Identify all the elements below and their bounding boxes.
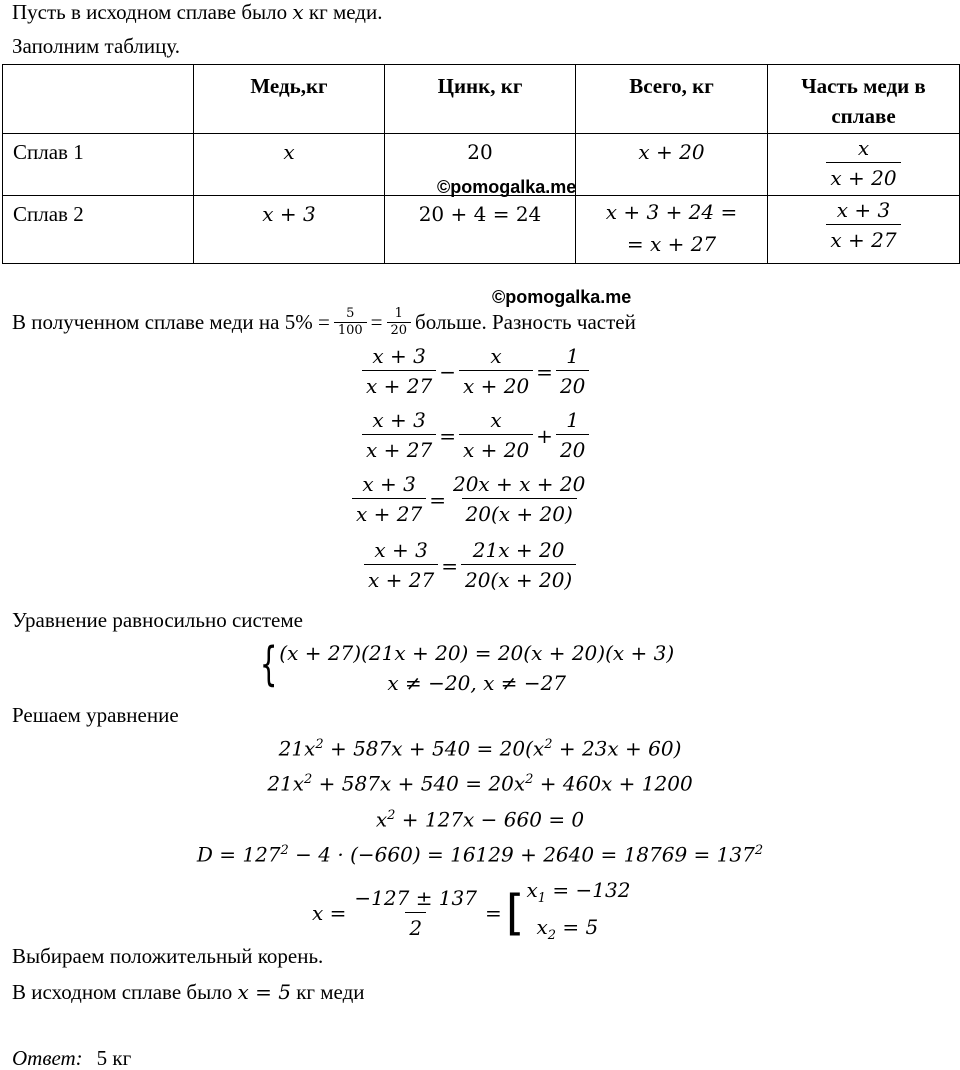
- answer-line: [12, 1048, 131, 1069]
- cell-zinc: 20: [385, 134, 576, 196]
- fraction-5-100: [334, 306, 367, 339]
- system-text: Уравнение равносильно системе: [12, 608, 303, 632]
- denominator: x + 27: [362, 434, 436, 465]
- denominator: 2: [405, 912, 426, 943]
- denominator: 20: [556, 434, 589, 465]
- equation-1: [362, 342, 589, 401]
- header-copper: Медь,кг: [194, 65, 385, 134]
- system-lines: [279, 638, 674, 698]
- fraction: [826, 196, 900, 255]
- operator: −: [439, 359, 456, 384]
- total-line-1: x + 20: [638, 140, 705, 164]
- numerator: x: [490, 408, 502, 432]
- intro-text-b: кг меди.: [303, 0, 383, 24]
- exponent: 2: [754, 843, 764, 858]
- intro-line-1: [12, 2, 382, 23]
- numerator: x: [857, 136, 870, 160]
- operator: =: [536, 359, 553, 384]
- percent-text-a: В полученном сплаве меди на 5% =: [12, 310, 330, 334]
- total-line-1: x + 3 + 24 =: [605, 200, 738, 224]
- denominator: x + 27: [352, 498, 426, 529]
- fraction-1-20: [387, 306, 412, 339]
- root-2: $x_2 = 5$: [536, 915, 599, 943]
- alloy-table: [2, 64, 960, 264]
- header-copper-part: Часть меди в сплаве: [768, 65, 960, 134]
- operator: =: [441, 553, 458, 578]
- system: [254, 638, 674, 698]
- numerator: 1: [394, 306, 403, 321]
- header-empty: [3, 65, 194, 134]
- exponent: 2: [304, 772, 313, 787]
- result-value: x = 5: [237, 980, 291, 1004]
- intro-line-2: Заполним таблицу.: [12, 34, 181, 58]
- operator: +: [536, 423, 553, 448]
- cell-total: [576, 134, 768, 196]
- fraction: [459, 406, 533, 465]
- exponent: 2: [387, 808, 396, 823]
- cell-copper: x: [194, 134, 385, 196]
- header-zinc: Цинк, кг: [385, 65, 576, 134]
- system-line-2: x ≠ −20, x ≠ −27: [387, 671, 567, 695]
- fraction: [364, 536, 438, 595]
- denominator: 20: [387, 322, 412, 339]
- operator: =: [439, 423, 456, 448]
- denominator: x + 27: [362, 370, 436, 401]
- fraction: [556, 342, 589, 401]
- numerator: x + 3: [836, 198, 891, 222]
- numerator: x + 3: [374, 538, 428, 562]
- row-label: Сплав 1: [3, 134, 194, 196]
- equation-3: [352, 470, 589, 529]
- fraction: [461, 536, 576, 595]
- discriminant-line: $D = 127^2 - 4 \cdot (-660) = 16129 + 2640 = 18769 = 137^2$: [196, 842, 764, 867]
- cell-copper: x + 3: [194, 196, 385, 264]
- watermark: ©pomogalka.me: [492, 287, 632, 307]
- numerator: 5: [346, 306, 355, 321]
- roots-list: [526, 876, 630, 950]
- numerator: 20x + x + 20: [452, 472, 586, 496]
- denominator: 20(x + 20): [462, 498, 577, 529]
- denominator: 100: [334, 322, 367, 339]
- percent-text-b: больше. Разность частей: [415, 310, 636, 334]
- numerator: 1: [566, 344, 580, 368]
- solve-line-2: $21x^2 + 587x + 540 = 20x^2 + 460x + 1200$: [267, 771, 693, 796]
- numerator: x: [490, 344, 502, 368]
- brace-icon: {: [259, 637, 278, 691]
- fraction: [449, 470, 589, 529]
- numerator: x + 3: [372, 344, 426, 368]
- numerator: x + 3: [372, 408, 426, 432]
- denominator: 20(x + 20): [461, 564, 576, 595]
- bracket-icon: [: [505, 885, 525, 941]
- cell-total: [576, 196, 768, 264]
- fraction: [362, 406, 436, 465]
- intro-var: x: [292, 0, 304, 24]
- total-line-2: = x + 27: [626, 232, 717, 256]
- denominator: x + 20: [826, 162, 900, 193]
- intro-text-a: Пусть в исходном сплаве было: [12, 0, 293, 24]
- exponent: 2: [315, 737, 324, 752]
- denominator: x + 27: [826, 224, 900, 255]
- numerator: −127 ± 137: [354, 885, 477, 910]
- solve-line-3: $x^2 + 127x - 660 = 0$: [375, 807, 585, 832]
- solve-text: Решаем уравнение: [12, 703, 179, 727]
- solve-line-1: $21x^2 + 587x + 540 = 20(x^2 + 23x + 60)$: [278, 736, 682, 761]
- fraction: [826, 134, 900, 193]
- numerator: x + 3: [362, 472, 416, 496]
- percent-line: [12, 306, 636, 339]
- exponent: 2: [525, 772, 534, 787]
- answer-value: 5 кг: [96, 1046, 132, 1070]
- fraction: [459, 342, 533, 401]
- root-1: $x_1 = -132$: [526, 878, 631, 906]
- watermark: ©pomogalka.me: [437, 177, 577, 197]
- fraction: [362, 342, 436, 401]
- denominator: x + 20: [459, 434, 533, 465]
- denominator: x + 27: [364, 564, 438, 595]
- operator: =: [429, 487, 446, 512]
- row-label: Сплав 2: [3, 196, 194, 264]
- cell-part: [768, 134, 960, 196]
- table-header-row: [3, 65, 960, 134]
- numerator: 21x + 20: [472, 538, 565, 562]
- answer-label: Ответ:: [12, 1046, 83, 1070]
- table-row: [3, 196, 960, 264]
- equation-4: [364, 536, 576, 595]
- equals-sign: =: [484, 901, 502, 925]
- cell-part: [768, 196, 960, 264]
- fraction: [556, 406, 589, 465]
- exponent: 2: [544, 737, 553, 752]
- root-fraction: [350, 884, 481, 943]
- result-line: В исходном сплаве было x = 5 кг меди: [12, 980, 365, 1004]
- equation-2: [362, 406, 589, 465]
- cell-zinc: 20 + 4 = 24: [385, 196, 576, 264]
- root-lhs: x =: [312, 901, 347, 925]
- choose-text: Выбираем положительный корень.: [12, 944, 324, 968]
- header-total: Всего, кг: [576, 65, 768, 134]
- denominator: 20: [556, 370, 589, 401]
- numerator: 1: [566, 408, 580, 432]
- fraction: [352, 470, 426, 529]
- exponent: 2: [280, 843, 289, 858]
- equals-sign: =: [370, 310, 383, 334]
- denominator: x + 20: [459, 370, 533, 401]
- roots-line: [312, 876, 630, 950]
- system-line-1: (x + 27)(21x + 20) = 20(x + 20)(x + 3): [279, 641, 675, 665]
